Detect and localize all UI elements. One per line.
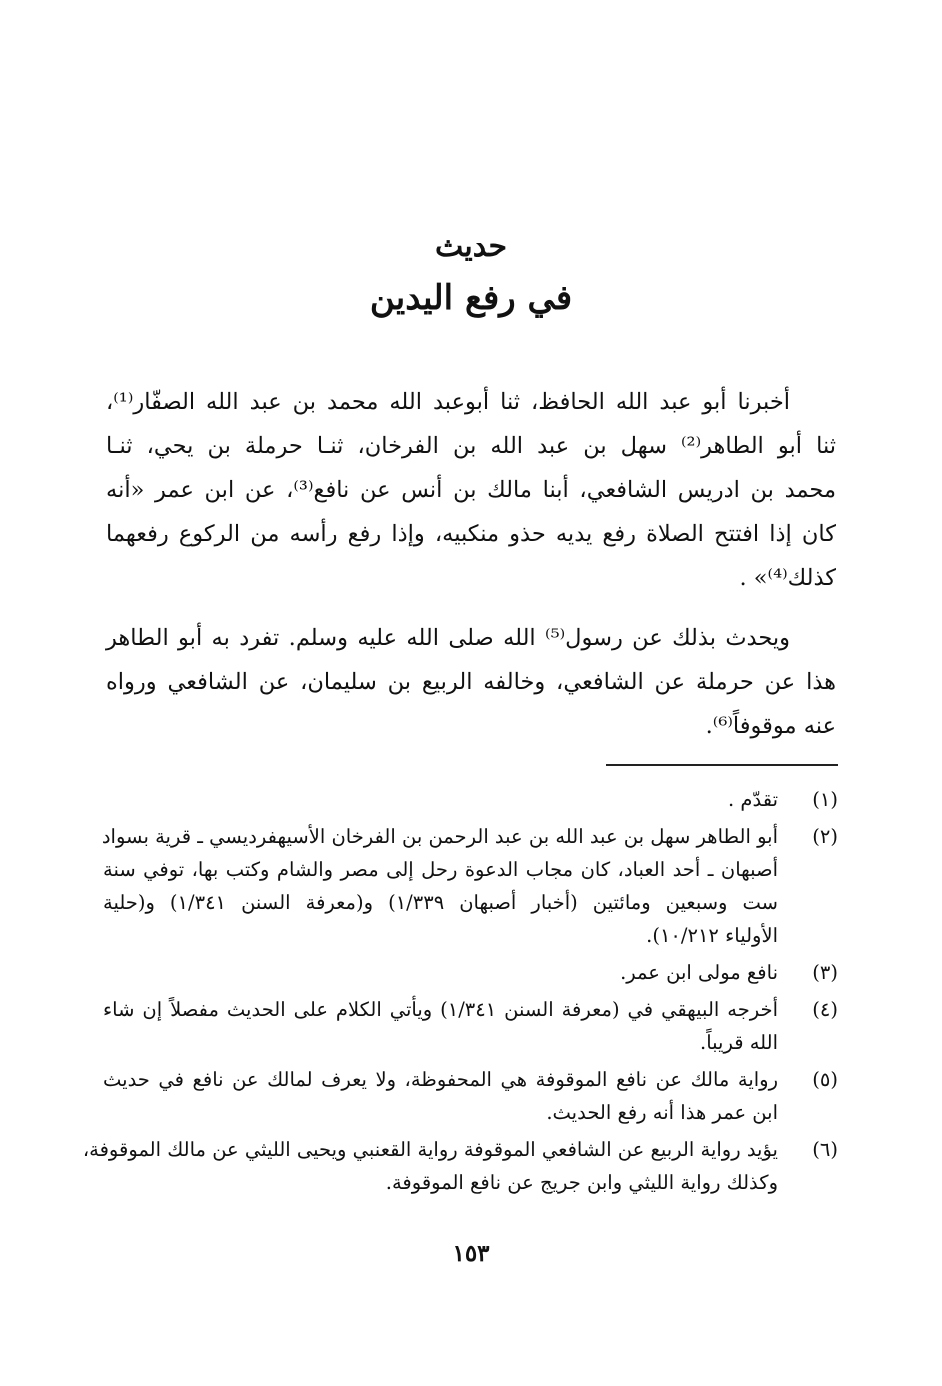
footnote-separator [606,764,838,766]
footnote-5 [103,1063,838,1129]
footnote-number: (٦) [812,1138,838,1161]
footnote-number: (١) [812,788,838,811]
footnotes [82,783,838,1203]
paragraph-2 [106,616,836,748]
footnote-1 [103,783,838,816]
footnote-line: يؤيد رواية الربيع عن الشافعي الموقوفة رواية القعنبي ويحيى الليثي عن مالك الموقوفة، [82,1138,778,1161]
footnote-line: الله قريباً. [700,1031,778,1054]
footnote-number: (٢) [812,825,838,848]
text-line: ثنا أبو الطاهر⁽²⁾ سهل بن عبد الله بن الفرخان، ثنـا حرملة بن يحي، ثنـا [106,433,836,459]
text-line: محمد بن ادريس الشافعي، أبنا مالك بن أنس عن نافع⁽³⁾، عن ابن عمر «أنه [106,477,837,503]
footnote-line: وكذلك رواية الليثي وابن جريج عن نافع الموقوفة. [385,1171,778,1194]
footnote-line: ابن عمر هذا أنه رفع الحديث. [546,1101,778,1124]
text-line: أخبرنا أبو عبد الله الحافظ، ثنا أبوعبد الله محمد بن عبد الله الصفّار⁽¹⁾، [106,389,790,415]
footnote-number: (٣) [812,961,838,984]
paragraph-1 [106,380,836,600]
footnote-line: رواية مالك عن نافع الموقوفة هي المحفوظة، ولا يعرف لمالك عن نافع في حديث [103,1068,778,1091]
footnote-number: (٤) [812,998,838,1021]
main-text [106,380,836,748]
footnote-line: الأولياء ١٠/٢١٢). [646,924,778,947]
text-line: كان إذا افتتح الصلاة رفع يديه حذو منكبيه، وإذا رفع رأسه من الركوع رفعهما [106,521,836,547]
footnote-4 [103,993,838,1059]
heading-line-2: في رفع اليدين [369,278,573,318]
text-line: هذا عن حرملة عن الشافعي، وخالفه الربيع بن سليمان، عن الشافعي ورواه [106,669,836,695]
footnote-line: أبو الطاهر سهل بن عبد الله بن عبد الرحمن بن الفرخان الأسيهفرديسي ـ قرية بسواد [101,825,778,848]
footnote-line: ست وسبعين ومائتين (أخبار أصبهان ١/٣٣٩) و(معرفة السنن ١/٣٤١) و(حلية [103,891,778,914]
footnote-line: أخرجه البيهقي في (معرفة السنن ١/٣٤١) ويأتي الكلام على الحديث مفصلاً إن شاء [103,998,778,1021]
text-line: كذلك⁽⁴⁾» . [739,565,836,591]
footnote-number: (٥) [812,1068,838,1091]
text-line: عنه موقوفاً⁽⁶⁾. [705,713,836,739]
footnote-3 [103,956,838,989]
footnote-2 [103,820,838,952]
footnote-line: نافع مولى ابن عمر. [620,961,778,984]
chapter-heading [0,222,942,324]
heading-line-1: حديث [434,229,508,264]
footnote-6 [82,1133,838,1199]
footnote-line: أصبهان ـ أحد العباد، كان مجاب الدعوة رحل إلى مصر والشام وكتب بها، توفي سنة [103,858,778,881]
footnote-line: تقدّم . [728,788,778,811]
page-number: ١٥٣ [452,1240,490,1267]
text-line: ويحدث بذلك عن رسول⁽⁵⁾ الله صلى الله عليه وسلم. تفرد به أبو الطاهر [106,625,790,651]
